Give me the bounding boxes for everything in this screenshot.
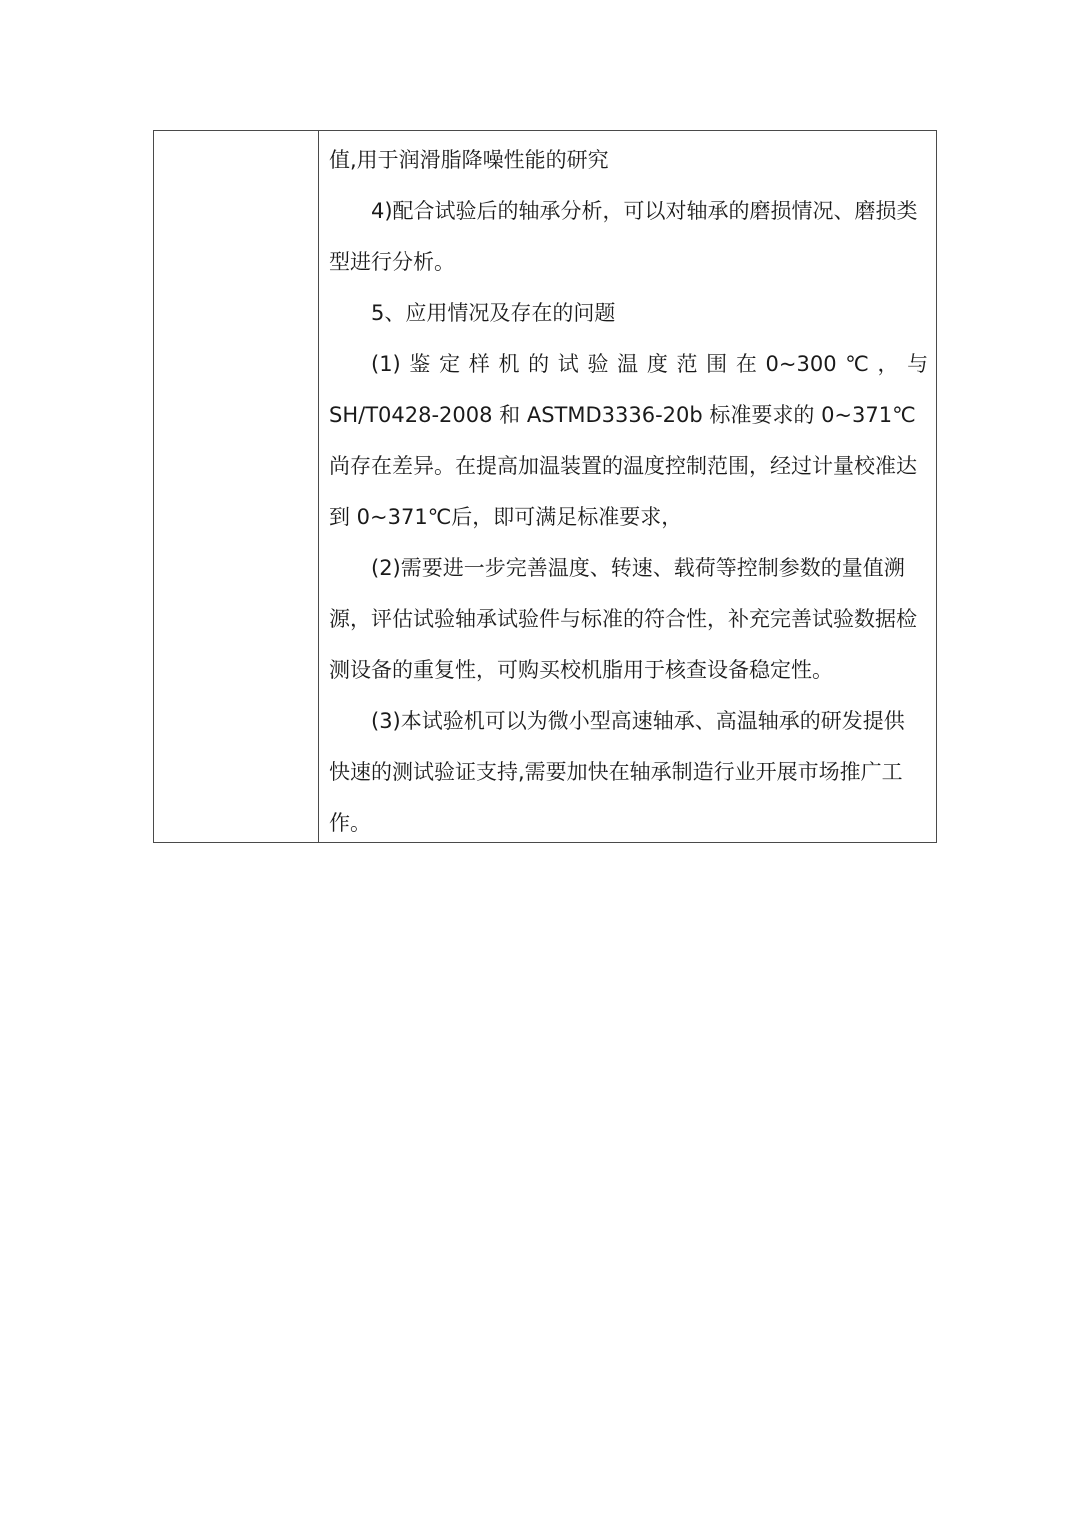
text-line: 4)配合试验后的轴承分析，可以对轴承的磨损情况、磨损类	[371, 199, 918, 223]
text-line: 测设备的重复性，可购买校机脂用于核查设备稳定性。	[329, 658, 833, 682]
text-line: 型进行分析。	[329, 250, 455, 274]
text-line: (1) 鉴 定 样 机 的 试 验 温 度 范 围 在 0~300 ℃ ， 与	[371, 352, 929, 376]
table-content-cell	[319, 131, 937, 842]
text-line: 尚存在差异。在提高加温装置的温度控制范围，经过计量校准达	[329, 454, 917, 478]
text-line: (2)需要进一步完善温度、转速、载荷等控制参数的量值溯	[371, 556, 905, 580]
text-line: 快速的测试验证支持,需要加快在轴承制造行业开展市场推广工	[329, 760, 903, 784]
text-line: 值,用于润滑脂降噪性能的研究	[329, 148, 609, 172]
text-line: 作。	[329, 811, 371, 835]
text-line: SH/T0428-2008 和 ASTMD3336-20b 标准要求的 0~371℃	[329, 403, 916, 427]
text-line: (3)本试验机可以为微小型高速轴承、高温轴承的研发提供	[371, 709, 905, 733]
text-line: 到 0~371℃后，即可满足标准要求，	[329, 505, 683, 529]
text-line: 源，评估试验轴承试验件与标准的符合性，补充完善试验数据检	[329, 607, 917, 631]
section-heading: 5、应用情况及存在的问题	[371, 301, 616, 325]
document-table	[153, 130, 937, 843]
table-left-cell	[154, 131, 319, 842]
